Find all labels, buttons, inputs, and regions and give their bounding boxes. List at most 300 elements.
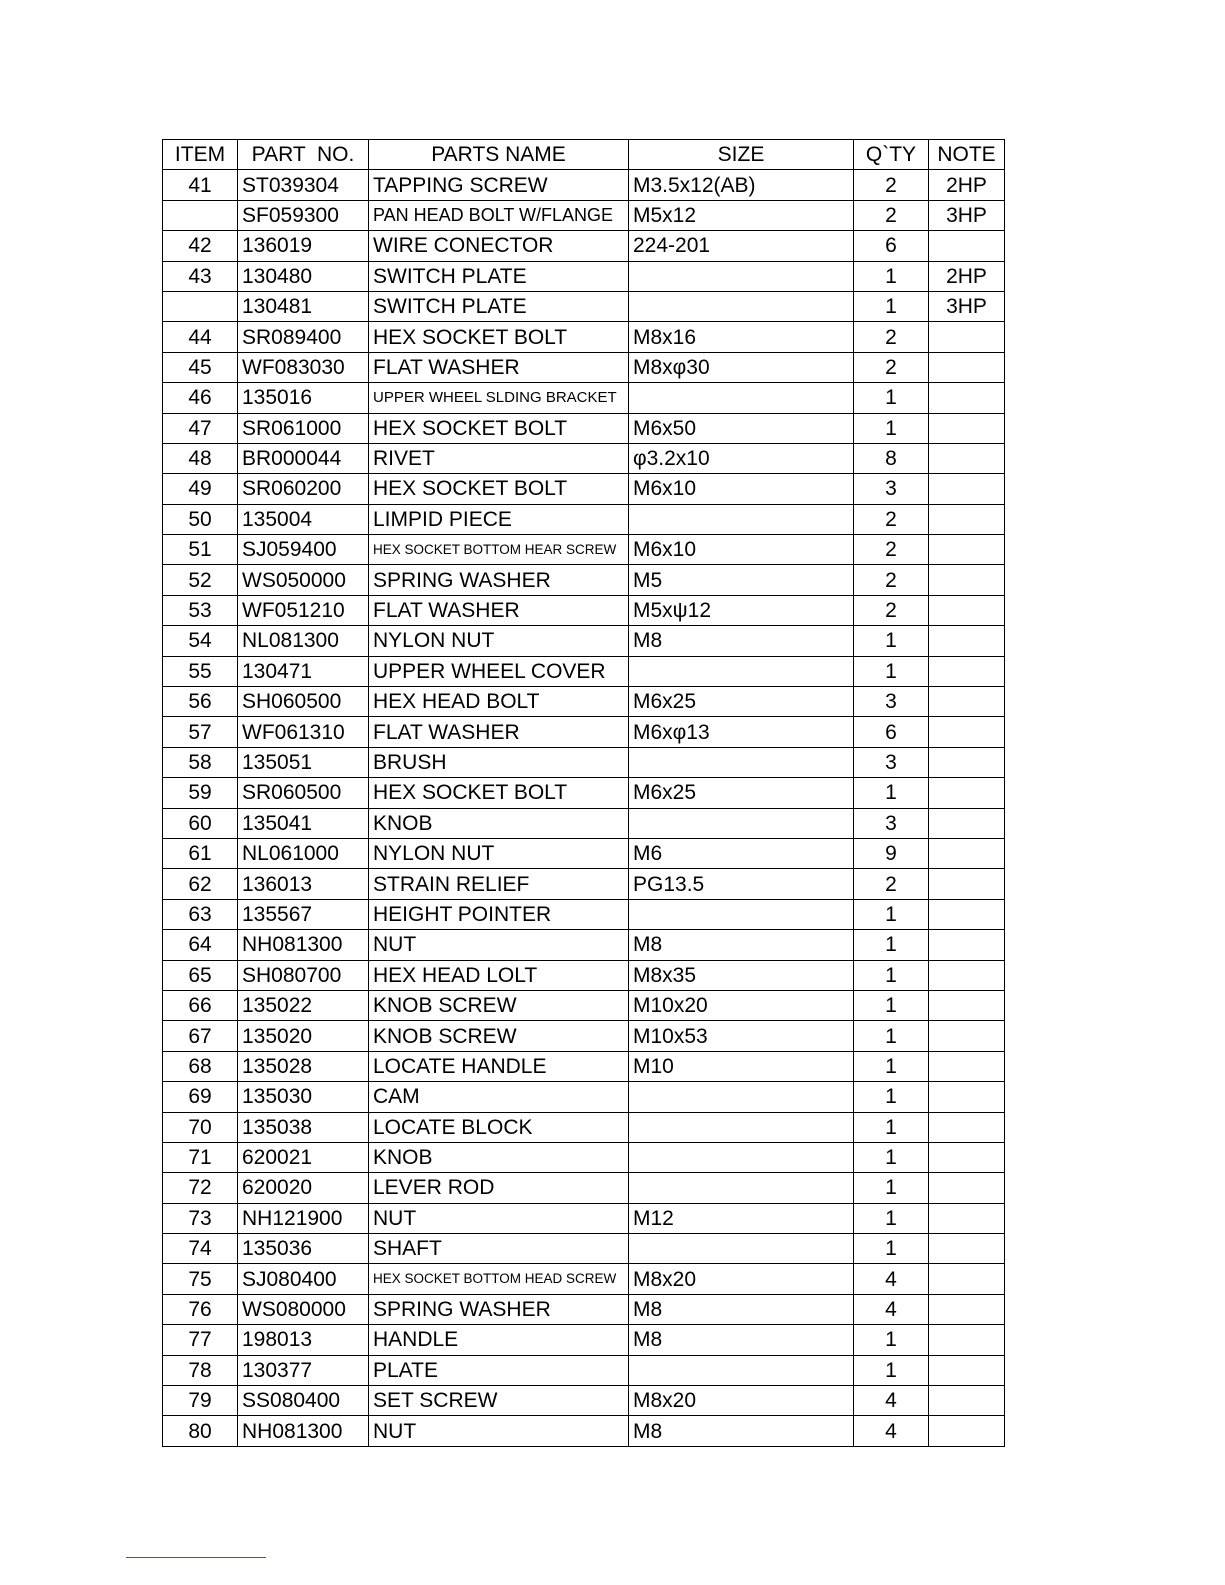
part-name-cell: LIMPID PIECE — [369, 504, 629, 534]
item-cell: 71 — [163, 1142, 238, 1172]
item-cell: 41 — [163, 170, 238, 200]
item-cell — [163, 200, 238, 230]
item-cell: 70 — [163, 1112, 238, 1142]
part-number-cell: WF051210 — [238, 595, 369, 625]
table-row — [163, 322, 1005, 352]
table-row — [163, 1173, 1005, 1203]
table-row — [163, 504, 1005, 534]
item-cell: 62 — [163, 869, 238, 899]
item-cell: 75 — [163, 1264, 238, 1294]
part-number-cell: 135028 — [238, 1051, 369, 1081]
part-number-cell: 130471 — [238, 656, 369, 686]
quantity-cell: 9 — [854, 838, 929, 868]
note-cell — [929, 869, 1005, 899]
quantity-cell: 1 — [854, 930, 929, 960]
note-cell — [929, 1021, 1005, 1051]
size-cell: M6x10 — [629, 474, 854, 504]
table-row — [163, 747, 1005, 777]
part-number-cell: 135030 — [238, 1082, 369, 1112]
table-row — [163, 687, 1005, 717]
item-cell: 79 — [163, 1386, 238, 1416]
note-cell — [929, 717, 1005, 747]
quantity-cell: 1 — [854, 960, 929, 990]
note-cell — [929, 990, 1005, 1020]
size-cell — [629, 747, 854, 777]
quantity-cell: 1 — [854, 1051, 929, 1081]
size-cell — [629, 261, 854, 291]
size-cell: M8x20 — [629, 1264, 854, 1294]
quantity-cell: 3 — [854, 687, 929, 717]
size-cell — [629, 1082, 854, 1112]
part-name-cell: HEX HEAD BOLT — [369, 687, 629, 717]
part-name-cell: HEX SOCKET BOTTOM HEAR SCREW — [369, 535, 629, 565]
quantity-cell: 1 — [854, 383, 929, 413]
note-cell — [929, 1355, 1005, 1385]
part-number-cell: 135567 — [238, 899, 369, 929]
size-cell: M6 — [629, 838, 854, 868]
note-cell — [929, 1051, 1005, 1081]
note-cell — [929, 1264, 1005, 1294]
part-name-cell: BRUSH — [369, 747, 629, 777]
item-cell: 53 — [163, 595, 238, 625]
part-name-cell: WIRE CONECTOR — [369, 231, 629, 261]
note-cell — [929, 1416, 1005, 1446]
part-name-cell: HEX HEAD LOLT — [369, 960, 629, 990]
table-row — [163, 595, 1005, 625]
part-number-cell: 135016 — [238, 383, 369, 413]
part-name-cell: PAN HEAD BOLT W/FLANGE — [369, 200, 629, 230]
size-cell — [629, 504, 854, 534]
table-row — [163, 1325, 1005, 1355]
quantity-cell: 2 — [854, 595, 929, 625]
item-cell: 65 — [163, 960, 238, 990]
size-cell — [629, 291, 854, 321]
table-row — [163, 291, 1005, 321]
note-cell — [929, 1173, 1005, 1203]
item-cell: 54 — [163, 626, 238, 656]
note-cell — [929, 1234, 1005, 1264]
table-row — [163, 1294, 1005, 1324]
note-cell — [929, 352, 1005, 382]
part-name-cell: UPPER WHEEL COVER — [369, 656, 629, 686]
quantity-cell: 2 — [854, 869, 929, 899]
table-row — [163, 474, 1005, 504]
part-name-cell: LOCATE BLOCK — [369, 1112, 629, 1142]
note-cell — [929, 565, 1005, 595]
table-row — [163, 200, 1005, 230]
quantity-cell: 1 — [854, 899, 929, 929]
quantity-cell: 2 — [854, 504, 929, 534]
note-cell — [929, 1325, 1005, 1355]
note-cell: 3HP — [929, 291, 1005, 321]
note-cell — [929, 1294, 1005, 1324]
table-row — [163, 231, 1005, 261]
table-row — [163, 1386, 1005, 1416]
size-cell — [629, 383, 854, 413]
item-cell: 51 — [163, 535, 238, 565]
item-cell: 60 — [163, 808, 238, 838]
parts-list-table — [162, 139, 1005, 1447]
note-cell — [929, 443, 1005, 473]
header-item: ITEM — [163, 140, 238, 170]
quantity-cell: 6 — [854, 231, 929, 261]
size-cell: 224-201 — [629, 231, 854, 261]
size-cell: M6x25 — [629, 778, 854, 808]
part-number-cell: 135038 — [238, 1112, 369, 1142]
quantity-cell: 1 — [854, 1112, 929, 1142]
part-number-cell: 135036 — [238, 1234, 369, 1264]
quantity-cell: 1 — [854, 626, 929, 656]
item-cell: 66 — [163, 990, 238, 1020]
header-parts-name: PARTS NAME — [369, 140, 629, 170]
size-cell: M5 — [629, 565, 854, 595]
part-name-cell: SWITCH PLATE — [369, 291, 629, 321]
table-row — [163, 869, 1005, 899]
part-number-cell: 130377 — [238, 1355, 369, 1385]
part-name-cell: KNOB — [369, 1142, 629, 1172]
part-name-cell: SPRING WASHER — [369, 1294, 629, 1324]
size-cell: M5xψ12 — [629, 595, 854, 625]
table-row — [163, 1021, 1005, 1051]
part-name-cell: UPPER WHEEL SLDING BRACKET — [369, 383, 629, 413]
part-number-cell: SH060500 — [238, 687, 369, 717]
note-cell — [929, 747, 1005, 777]
table-row — [163, 1082, 1005, 1112]
part-name-cell: SWITCH PLATE — [369, 261, 629, 291]
size-cell: M8 — [629, 626, 854, 656]
note-cell — [929, 687, 1005, 717]
quantity-cell: 2 — [854, 535, 929, 565]
table-row — [163, 1051, 1005, 1081]
part-number-cell: 136013 — [238, 869, 369, 899]
quantity-cell: 2 — [854, 352, 929, 382]
quantity-cell: 4 — [854, 1416, 929, 1446]
quantity-cell: 4 — [854, 1386, 929, 1416]
quantity-cell: 1 — [854, 291, 929, 321]
part-name-cell: HEX SOCKET BOLT — [369, 778, 629, 808]
item-cell: 64 — [163, 930, 238, 960]
table-row — [163, 717, 1005, 747]
quantity-cell: 1 — [854, 261, 929, 291]
part-name-cell: HEX SOCKET BOLT — [369, 322, 629, 352]
size-cell: M6x25 — [629, 687, 854, 717]
part-number-cell: 130481 — [238, 291, 369, 321]
quantity-cell: 3 — [854, 474, 929, 504]
part-name-cell: FLAT WASHER — [369, 595, 629, 625]
part-number-cell: NL081300 — [238, 626, 369, 656]
item-cell: 67 — [163, 1021, 238, 1051]
part-name-cell: STRAIN RELIEF — [369, 869, 629, 899]
quantity-cell: 1 — [854, 413, 929, 443]
quantity-cell: 4 — [854, 1294, 929, 1324]
item-cell: 49 — [163, 474, 238, 504]
quantity-cell: 1 — [854, 990, 929, 1020]
item-cell: 76 — [163, 1294, 238, 1324]
size-cell: φ3.2x10 — [629, 443, 854, 473]
part-name-cell: HEX SOCKET BOTTOM HEAD SCREW — [369, 1264, 629, 1294]
part-name-cell: CAM — [369, 1082, 629, 1112]
part-number-cell: WF061310 — [238, 717, 369, 747]
part-number-cell: NH081300 — [238, 930, 369, 960]
note-cell — [929, 504, 1005, 534]
size-cell: M8 — [629, 1416, 854, 1446]
quantity-cell: 1 — [854, 1355, 929, 1385]
quantity-cell: 2 — [854, 170, 929, 200]
quantity-cell: 1 — [854, 656, 929, 686]
quantity-cell: 4 — [854, 1264, 929, 1294]
size-cell: M12 — [629, 1203, 854, 1233]
part-number-cell: ST039304 — [238, 170, 369, 200]
quantity-cell: 3 — [854, 808, 929, 838]
note-cell — [929, 1203, 1005, 1233]
size-cell — [629, 1355, 854, 1385]
size-cell — [629, 1234, 854, 1264]
part-number-cell: WS050000 — [238, 565, 369, 595]
part-number-cell: NH121900 — [238, 1203, 369, 1233]
table-row — [163, 383, 1005, 413]
part-number-cell: 135051 — [238, 747, 369, 777]
size-cell — [629, 1173, 854, 1203]
note-cell — [929, 322, 1005, 352]
note-cell: 2HP — [929, 261, 1005, 291]
table-row — [163, 960, 1005, 990]
part-number-cell: 135020 — [238, 1021, 369, 1051]
size-cell: M8x35 — [629, 960, 854, 990]
part-number-cell: SR061000 — [238, 413, 369, 443]
part-number-cell: NH081300 — [238, 1416, 369, 1446]
part-name-cell: KNOB SCREW — [369, 1021, 629, 1051]
quantity-cell: 1 — [854, 1082, 929, 1112]
size-cell: M6x10 — [629, 535, 854, 565]
part-name-cell: LOCATE HANDLE — [369, 1051, 629, 1081]
size-cell: M5x12 — [629, 200, 854, 230]
part-number-cell: SS080400 — [238, 1386, 369, 1416]
item-cell: 52 — [163, 565, 238, 595]
quantity-cell: 6 — [854, 717, 929, 747]
item-cell: 47 — [163, 413, 238, 443]
header-size: SIZE — [629, 140, 854, 170]
part-name-cell: HANDLE — [369, 1325, 629, 1355]
note-cell — [929, 808, 1005, 838]
quantity-cell: 1 — [854, 1173, 929, 1203]
part-number-cell: SR060200 — [238, 474, 369, 504]
part-number-cell: SR089400 — [238, 322, 369, 352]
part-number-cell: WF083030 — [238, 352, 369, 382]
quantity-cell: 1 — [854, 778, 929, 808]
item-cell: 57 — [163, 717, 238, 747]
part-name-cell: SET SCREW — [369, 1386, 629, 1416]
part-name-cell: LEVER ROD — [369, 1173, 629, 1203]
size-cell: M8x16 — [629, 322, 854, 352]
item-cell: 42 — [163, 231, 238, 261]
footer-divider-line — [126, 1557, 266, 1558]
note-cell — [929, 626, 1005, 656]
table-row — [163, 261, 1005, 291]
part-name-cell: HEIGHT POINTER — [369, 899, 629, 929]
part-number-cell: 620021 — [238, 1142, 369, 1172]
part-number-cell: BR000044 — [238, 443, 369, 473]
quantity-cell: 1 — [854, 1325, 929, 1355]
part-name-cell: SPRING WASHER — [369, 565, 629, 595]
quantity-cell: 3 — [854, 747, 929, 777]
part-name-cell: HEX SOCKET BOLT — [369, 474, 629, 504]
part-name-cell: FLAT WASHER — [369, 352, 629, 382]
item-cell — [163, 291, 238, 321]
quantity-cell: 2 — [854, 200, 929, 230]
size-cell — [629, 1142, 854, 1172]
part-name-cell: KNOB SCREW — [369, 990, 629, 1020]
item-cell: 48 — [163, 443, 238, 473]
size-cell: M8xφ30 — [629, 352, 854, 382]
size-cell: PG13.5 — [629, 869, 854, 899]
item-cell: 80 — [163, 1416, 238, 1446]
table-row — [163, 1264, 1005, 1294]
note-cell — [929, 535, 1005, 565]
note-cell — [929, 474, 1005, 504]
table-body — [163, 170, 1005, 1446]
part-name-cell: RIVET — [369, 443, 629, 473]
size-cell — [629, 656, 854, 686]
note-cell — [929, 383, 1005, 413]
quantity-cell: 2 — [854, 322, 929, 352]
table-row — [163, 443, 1005, 473]
quantity-cell: 1 — [854, 1234, 929, 1264]
table-row — [163, 808, 1005, 838]
size-cell: M8 — [629, 930, 854, 960]
part-number-cell: 136019 — [238, 231, 369, 261]
part-name-cell: NYLON NUT — [369, 626, 629, 656]
part-number-cell: WS080000 — [238, 1294, 369, 1324]
item-cell: 73 — [163, 1203, 238, 1233]
part-name-cell: NUT — [369, 930, 629, 960]
part-number-cell: SH080700 — [238, 960, 369, 990]
item-cell: 69 — [163, 1082, 238, 1112]
quantity-cell: 1 — [854, 1021, 929, 1051]
part-name-cell: NYLON NUT — [369, 838, 629, 868]
note-cell: 3HP — [929, 200, 1005, 230]
item-cell: 74 — [163, 1234, 238, 1264]
note-cell — [929, 960, 1005, 990]
part-name-cell: NUT — [369, 1416, 629, 1446]
item-cell: 56 — [163, 687, 238, 717]
quantity-cell: 2 — [854, 565, 929, 595]
table-row — [163, 656, 1005, 686]
size-cell: M3.5x12(AB) — [629, 170, 854, 200]
note-cell — [929, 1386, 1005, 1416]
table-row — [163, 170, 1005, 200]
item-cell: 63 — [163, 899, 238, 929]
part-name-cell: NUT — [369, 1203, 629, 1233]
item-cell: 59 — [163, 778, 238, 808]
note-cell — [929, 778, 1005, 808]
size-cell — [629, 899, 854, 929]
item-cell: 77 — [163, 1325, 238, 1355]
part-number-cell: 620020 — [238, 1173, 369, 1203]
table-row — [163, 899, 1005, 929]
table-row — [163, 1112, 1005, 1142]
note-cell — [929, 930, 1005, 960]
table-row — [163, 1142, 1005, 1172]
item-cell: 55 — [163, 656, 238, 686]
part-number-cell: SJ059400 — [238, 535, 369, 565]
note-cell — [929, 413, 1005, 443]
item-cell: 45 — [163, 352, 238, 382]
part-number-cell: NL061000 — [238, 838, 369, 868]
header-note: NOTE — [929, 140, 1005, 170]
size-cell: M6xφ13 — [629, 717, 854, 747]
table-row — [163, 930, 1005, 960]
size-cell: M8 — [629, 1294, 854, 1324]
item-cell: 68 — [163, 1051, 238, 1081]
part-name-cell: FLAT WASHER — [369, 717, 629, 747]
part-number-cell: 135041 — [238, 808, 369, 838]
size-cell: M8 — [629, 1325, 854, 1355]
item-cell: 46 — [163, 383, 238, 413]
part-number-cell: 198013 — [238, 1325, 369, 1355]
part-number-cell: SR060500 — [238, 778, 369, 808]
note-cell: 2HP — [929, 170, 1005, 200]
table-header — [163, 140, 1005, 170]
part-number-cell: SF059300 — [238, 200, 369, 230]
note-cell — [929, 1082, 1005, 1112]
item-cell: 78 — [163, 1355, 238, 1385]
table-row — [163, 1416, 1005, 1446]
note-cell — [929, 656, 1005, 686]
part-name-cell: PLATE — [369, 1355, 629, 1385]
table-row — [163, 990, 1005, 1020]
note-cell — [929, 1112, 1005, 1142]
size-cell: M10x20 — [629, 990, 854, 1020]
note-cell — [929, 1142, 1005, 1172]
table-row — [163, 352, 1005, 382]
note-cell — [929, 595, 1005, 625]
quantity-cell: 1 — [854, 1142, 929, 1172]
table-row — [163, 565, 1005, 595]
size-cell: M6x50 — [629, 413, 854, 443]
part-number-cell: 130480 — [238, 261, 369, 291]
size-cell: M10x53 — [629, 1021, 854, 1051]
table-row — [163, 413, 1005, 443]
header-row — [163, 140, 1005, 170]
part-number-cell: SJ080400 — [238, 1264, 369, 1294]
header-part-no: PART NO. — [238, 140, 369, 170]
part-number-cell: 135022 — [238, 990, 369, 1020]
table-row — [163, 1203, 1005, 1233]
table-row — [163, 1355, 1005, 1385]
header-qty: Q`TY — [854, 140, 929, 170]
item-cell: 61 — [163, 838, 238, 868]
item-cell: 50 — [163, 504, 238, 534]
quantity-cell: 1 — [854, 1203, 929, 1233]
quantity-cell: 8 — [854, 443, 929, 473]
note-cell — [929, 838, 1005, 868]
part-name-cell: KNOB — [369, 808, 629, 838]
table-row — [163, 1234, 1005, 1264]
table-row — [163, 535, 1005, 565]
part-name-cell: HEX SOCKET BOLT — [369, 413, 629, 443]
item-cell: 44 — [163, 322, 238, 352]
part-name-cell: TAPPING SCREW — [369, 170, 629, 200]
size-cell — [629, 1112, 854, 1142]
part-number-cell: 135004 — [238, 504, 369, 534]
note-cell — [929, 231, 1005, 261]
part-name-cell: SHAFT — [369, 1234, 629, 1264]
table-row — [163, 778, 1005, 808]
item-cell: 58 — [163, 747, 238, 777]
item-cell: 43 — [163, 261, 238, 291]
table-row — [163, 626, 1005, 656]
size-cell: M8x20 — [629, 1386, 854, 1416]
